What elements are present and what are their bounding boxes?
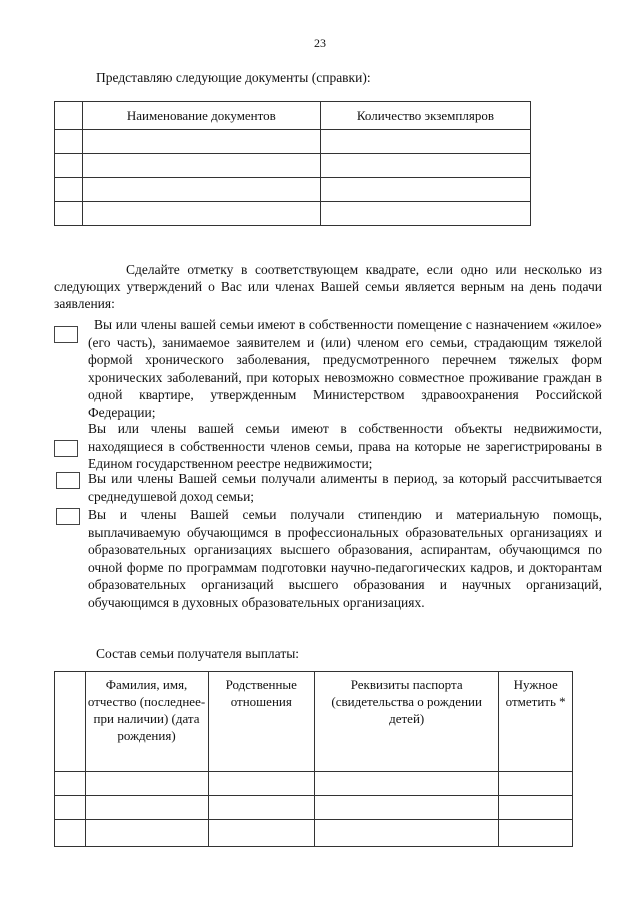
option-3-checkbox[interactable] [56, 472, 80, 489]
table-row[interactable] [55, 178, 531, 202]
table-cell[interactable] [208, 820, 314, 847]
table-cell[interactable] [315, 772, 499, 796]
table-row[interactable] [55, 820, 573, 847]
header-cell-full-name: Фамилия, имя, отчество (последнее-при наличии) (дата рождения) [85, 672, 208, 772]
option-1-checkbox[interactable] [54, 326, 78, 343]
table-cell[interactable] [85, 796, 208, 820]
documents-table [54, 101, 531, 226]
family-section-title: Состав семьи получателя выплаты: [96, 646, 300, 661]
table-cell[interactable] [315, 796, 499, 820]
table-header-row [55, 102, 531, 130]
instruction-text: Сделайте отметку в соответствующем квадрате, если одно или несколько из следующих утверждений о Вас или членах Вашей семьи является верным на день подачи заявления: [54, 262, 602, 311]
table-cell[interactable] [55, 772, 86, 796]
table-cell[interactable] [85, 820, 208, 847]
header-cell-document-name: Наименование документов [82, 102, 320, 130]
table-cell[interactable] [85, 772, 208, 796]
table-cell[interactable] [320, 130, 530, 154]
option-1 [88, 316, 602, 422]
table-cell[interactable] [320, 154, 530, 178]
table-cell[interactable] [499, 796, 573, 820]
option-3 [88, 470, 602, 505]
option-2 [88, 420, 602, 473]
table-cell[interactable] [55, 202, 83, 226]
table-cell[interactable] [499, 820, 573, 847]
header-cell-mark: Нужное отметить * [499, 672, 573, 772]
table-cell[interactable] [55, 154, 83, 178]
table-cell[interactable] [55, 178, 83, 202]
header-cell-index [55, 102, 83, 130]
instruction-statement [54, 262, 602, 312]
header-cell-passport: Реквизиты паспорта (свидетельства о рождении детей) [315, 672, 499, 772]
documents-intro: Представляю следующие документы (справки): [96, 70, 371, 85]
table-cell[interactable] [55, 820, 86, 847]
table-cell[interactable] [82, 130, 320, 154]
table-cell[interactable] [315, 820, 499, 847]
table-row[interactable] [55, 154, 531, 178]
option-4-checkbox[interactable] [56, 508, 80, 525]
option-2-checkbox[interactable] [54, 440, 78, 457]
table-cell[interactable] [499, 772, 573, 796]
table-row[interactable] [55, 772, 573, 796]
table-row[interactable] [55, 796, 573, 820]
option-2-text: Вы или члены вашей семьи имеют в собственности объекты недвижимости, находящиеся в собственности членов семьи, права на которые не зарегистрированы в Едином государственном реестре недвижимости; [88, 421, 602, 472]
option-4 [88, 506, 602, 612]
table-cell[interactable] [82, 178, 320, 202]
table-cell[interactable] [320, 178, 530, 202]
option-3-text: Вы или члены Вашей семьи получали алименты в период, за который рассчитывается среднедушевой доход семьи; [88, 471, 602, 504]
table-cell[interactable] [82, 202, 320, 226]
header-cell-index [55, 672, 86, 772]
table-cell[interactable] [55, 130, 83, 154]
table-header-row [55, 672, 573, 772]
table-cell[interactable] [208, 796, 314, 820]
family-table [54, 671, 573, 847]
table-cell[interactable] [55, 796, 86, 820]
header-cell-relationship: Родственные отношения [208, 672, 314, 772]
header-cell-copies: Количество экземпляров [320, 102, 530, 130]
table-cell[interactable] [82, 154, 320, 178]
option-4-text: Вы и члены Вашей семьи получали стипендию и материальную помощь, выплачиваемую обучающимся в профессиональных образовательных организациях и образовательных организациях высшего образования, аспирантам, обучающимся по очной форме по программам подготовки научно-педагогических кадров, и докторантам образовательных организаций высшего образования и научных организаций, обучающимся в духовных образовательных организациях. [88, 507, 602, 610]
option-1-text: Вы или члены вашей семьи имеют в собственности помещение с назначением «жилое» (его часть), занимаемое заявителем и (или) членом его семьи, страдающим тяжелой формой хронического заболевания, предусмотренного перечнем тяжелых форм хронических заболеваний, при которых невозможно совместное проживание граждан в одной квартире, утвержденным Министерством здравоохранения Российской Федерации; [88, 317, 602, 420]
table-row[interactable] [55, 202, 531, 226]
table-cell[interactable] [208, 772, 314, 796]
page-number: 23 [314, 36, 326, 50]
table-cell[interactable] [320, 202, 530, 226]
table-row[interactable] [55, 130, 531, 154]
